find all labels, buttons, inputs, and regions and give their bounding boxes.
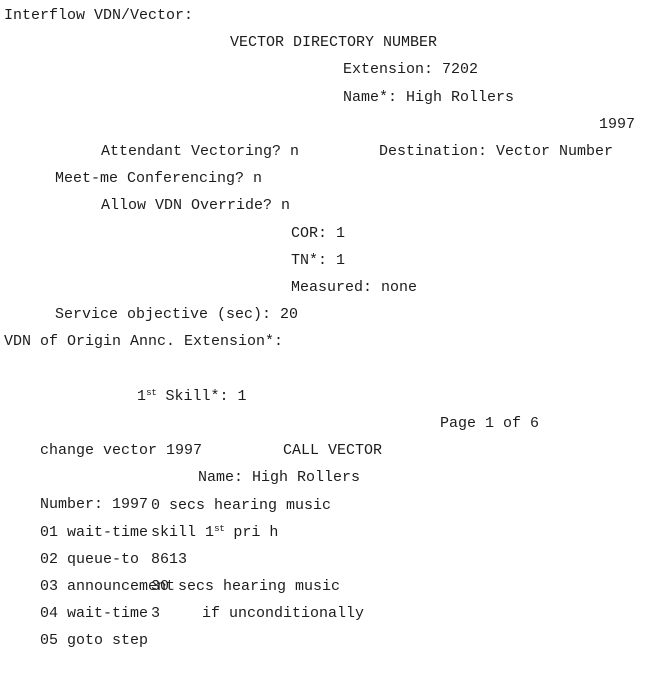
step-parameter bbox=[151, 519, 278, 547]
destination-value: 1997 bbox=[599, 115, 636, 133]
step-param-suffix: pri h bbox=[224, 523, 279, 541]
step-parameter: 30 secs hearing music bbox=[151, 578, 341, 596]
step-parameter: 8613 bbox=[151, 551, 188, 568]
step-command: 04 wait-time bbox=[40, 605, 149, 623]
first-skill-suffix: Skill*: 1 bbox=[156, 387, 247, 405]
destination-field bbox=[343, 111, 636, 192]
change-vector-command: change vector 1997 bbox=[40, 442, 203, 459]
call-vector-title: CALL VECTOR bbox=[283, 442, 383, 460]
vdn-origin-annc-field: VDN of Origin Annc. Extension*: bbox=[4, 333, 284, 351]
tn-field: TN*: 1 bbox=[291, 251, 346, 269]
cor-field: COR: 1 bbox=[291, 224, 346, 242]
step-command: 05 goto step bbox=[40, 632, 149, 650]
first-skill-prefix: 1 bbox=[137, 387, 147, 405]
step-command: 01 wait-time bbox=[40, 523, 149, 541]
destination-label: Destination: Vector Number bbox=[379, 142, 614, 160]
extension-field: Extension: 7202 bbox=[343, 61, 479, 79]
measured-field: Measured: none bbox=[291, 279, 418, 296]
vector-name-field: Name: High Rollers bbox=[198, 469, 361, 487]
step-command: 02 queue-to bbox=[40, 550, 140, 568]
interflow-field: Interflow VDN/Vector: bbox=[4, 7, 194, 24]
step-parameter: 0 secs hearing music bbox=[151, 496, 332, 514]
step-condition: if unconditionally bbox=[202, 605, 365, 623]
step-parameter: 3 bbox=[151, 605, 161, 623]
step-param-prefix: skill 1 bbox=[151, 523, 215, 541]
vector-step-05 bbox=[4, 600, 365, 681]
vector-number-field: Number: 1997 bbox=[40, 496, 149, 514]
meetme-conferencing-field: Meet-me Conferencing? n bbox=[55, 170, 263, 188]
vdn-name-field: Name*: High Rollers bbox=[343, 88, 515, 106]
step-command: 03 announcement bbox=[40, 578, 176, 595]
vdn-form-title: VECTOR DIRECTORY NUMBER bbox=[230, 34, 438, 52]
service-objective-field: Service objective (sec): 20 bbox=[55, 306, 299, 324]
allow-vdn-override-field: Allow VDN Override? n bbox=[101, 197, 291, 215]
step-param-ordinal: st bbox=[214, 523, 225, 535]
attendant-vectoring-field: Attendant Vectoring? n bbox=[101, 143, 300, 160]
page-indicator: Page 1 of 6 bbox=[440, 415, 540, 432]
first-skill-ordinal: st bbox=[146, 387, 157, 399]
